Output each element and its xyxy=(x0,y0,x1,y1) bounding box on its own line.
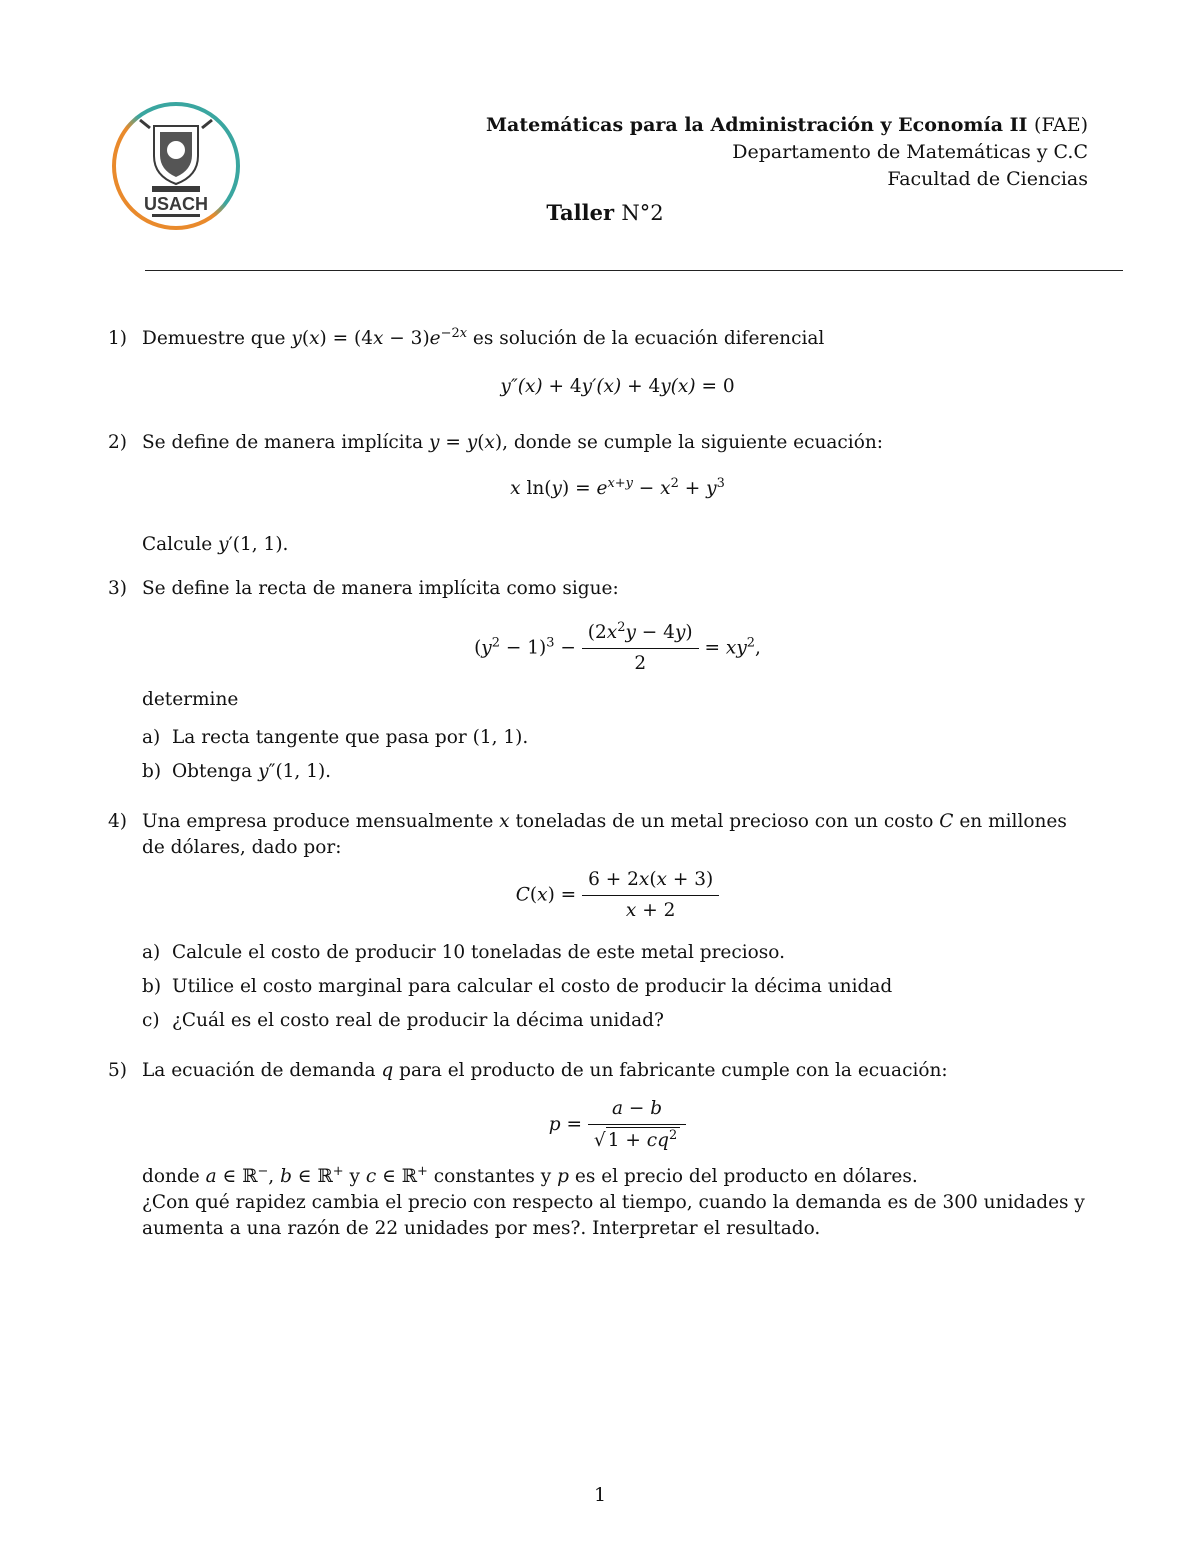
equation-5: p = $\frac{a - b}{√ 1 + cq^2}$ xyxy=(142,1096,1093,1154)
problem-4: 4) Una empresa produce mensualmente x toneladas de un metal precioso con un costo C en millones de dólares, dado por: C(x) = $\frac{6 + 2x(x + 3)}{x + 2}$ a) Calcule el costo de producir 10 toneladas de este metal precioso. b) Utilice el costo marginal para calcular el costo de producir la décima unidad c) ¿Cuál es el costo real de producir la décima unidad? xyxy=(108,809,1093,1034)
equation-2: x $\ln(y) = e^{x+y} - x^2 + y^3$ xyxy=(510,475,725,499)
problem-list xyxy=(108,326,1093,1242)
problem-3b: b) Obtenga y″(1, 1). xyxy=(142,761,332,782)
problem-5-question: ¿Con qué rapidez cambia el precio con respecto al tiempo, cuando la demanda es de 300 unidades y aumenta a una razón de 22 unidades por mes?. Interpretar el resultado. xyxy=(142,1192,1085,1239)
course-title: Matemáticas para la Administración y Economía II (FAE) xyxy=(485,114,1088,136)
page-number: 1 xyxy=(593,1484,607,1506)
problem-3: 3) Se define la recta de manera implícita como sigue: $(y^2 - 1)^3$ − $\frac{(2x^2y - 4y)}{2}$ = $xy^2$, determine a) La recta tangente que pasa por (1, 1). b) Obtenga y″(1, 1). xyxy=(108,576,1093,785)
problem-4c: c) ¿Cuál es el costo real de producir la décima unidad? xyxy=(142,1010,664,1031)
problem-1: 1) Demuestre que $y(x) = (4x - 3)e^{-2x}$ es solución de la ecuación diferencial y″(x) + 4y′(x) + 4y(x) = 0 xyxy=(108,326,1093,400)
department: Departamento de Matemáticas y C.C xyxy=(732,141,1088,163)
equation-3: $(y^2 - 1)^3$ − $\frac{(2x^2y - 4y)}{2}$ = $xy^2$, xyxy=(474,619,761,674)
equation-4: C(x) = $\frac{6 + 2x(x + 3)}{x + 2}$ xyxy=(142,867,1093,924)
problem-2: 2) Se define de manera implícita y = y(x), donde se cumple la siguiente ecuación: x $\ln(y) = e^{x+y} - x^2 + y^3$ Calcule y′(1, 1). xyxy=(108,430,1093,558)
faculty: Facultad de Ciencias xyxy=(887,168,1088,190)
header-rule xyxy=(145,270,1123,271)
page-title: Taller N°2 xyxy=(546,200,664,225)
problem-5: 5) La ecuación de demanda q para el producto de un fabricante cumple con la ecuación: p = $\frac{a - b}{√ 1 + cq^2}$ donde a ∈ ℝ−, b ∈ ℝ+ y c ∈ ℝ+ constantes y p es el precio del producto en dólares. ¿Con qué rapidez cambia el precio con respecto al tiempo, cuando la demanda es de 300 unidades y aumenta a una razón de 22 unidades por mes?. Interpretar el resultado. xyxy=(108,1058,1093,1242)
problem-4b: b) Utilice el costo marginal para calcular el costo de producir la décima unidad xyxy=(142,976,893,997)
problem-4a: a) Calcule el costo de producir 10 toneladas de este metal precioso. xyxy=(142,942,785,963)
problem-3a: a) La recta tangente que pasa por (1, 1). xyxy=(142,727,529,748)
logo-text: USACH xyxy=(143,194,209,214)
equation-1: y″(x) + 4y′(x) + 4y(x) = 0 xyxy=(500,376,735,397)
course-code: (FAE) xyxy=(1034,114,1088,136)
header xyxy=(486,112,1088,193)
